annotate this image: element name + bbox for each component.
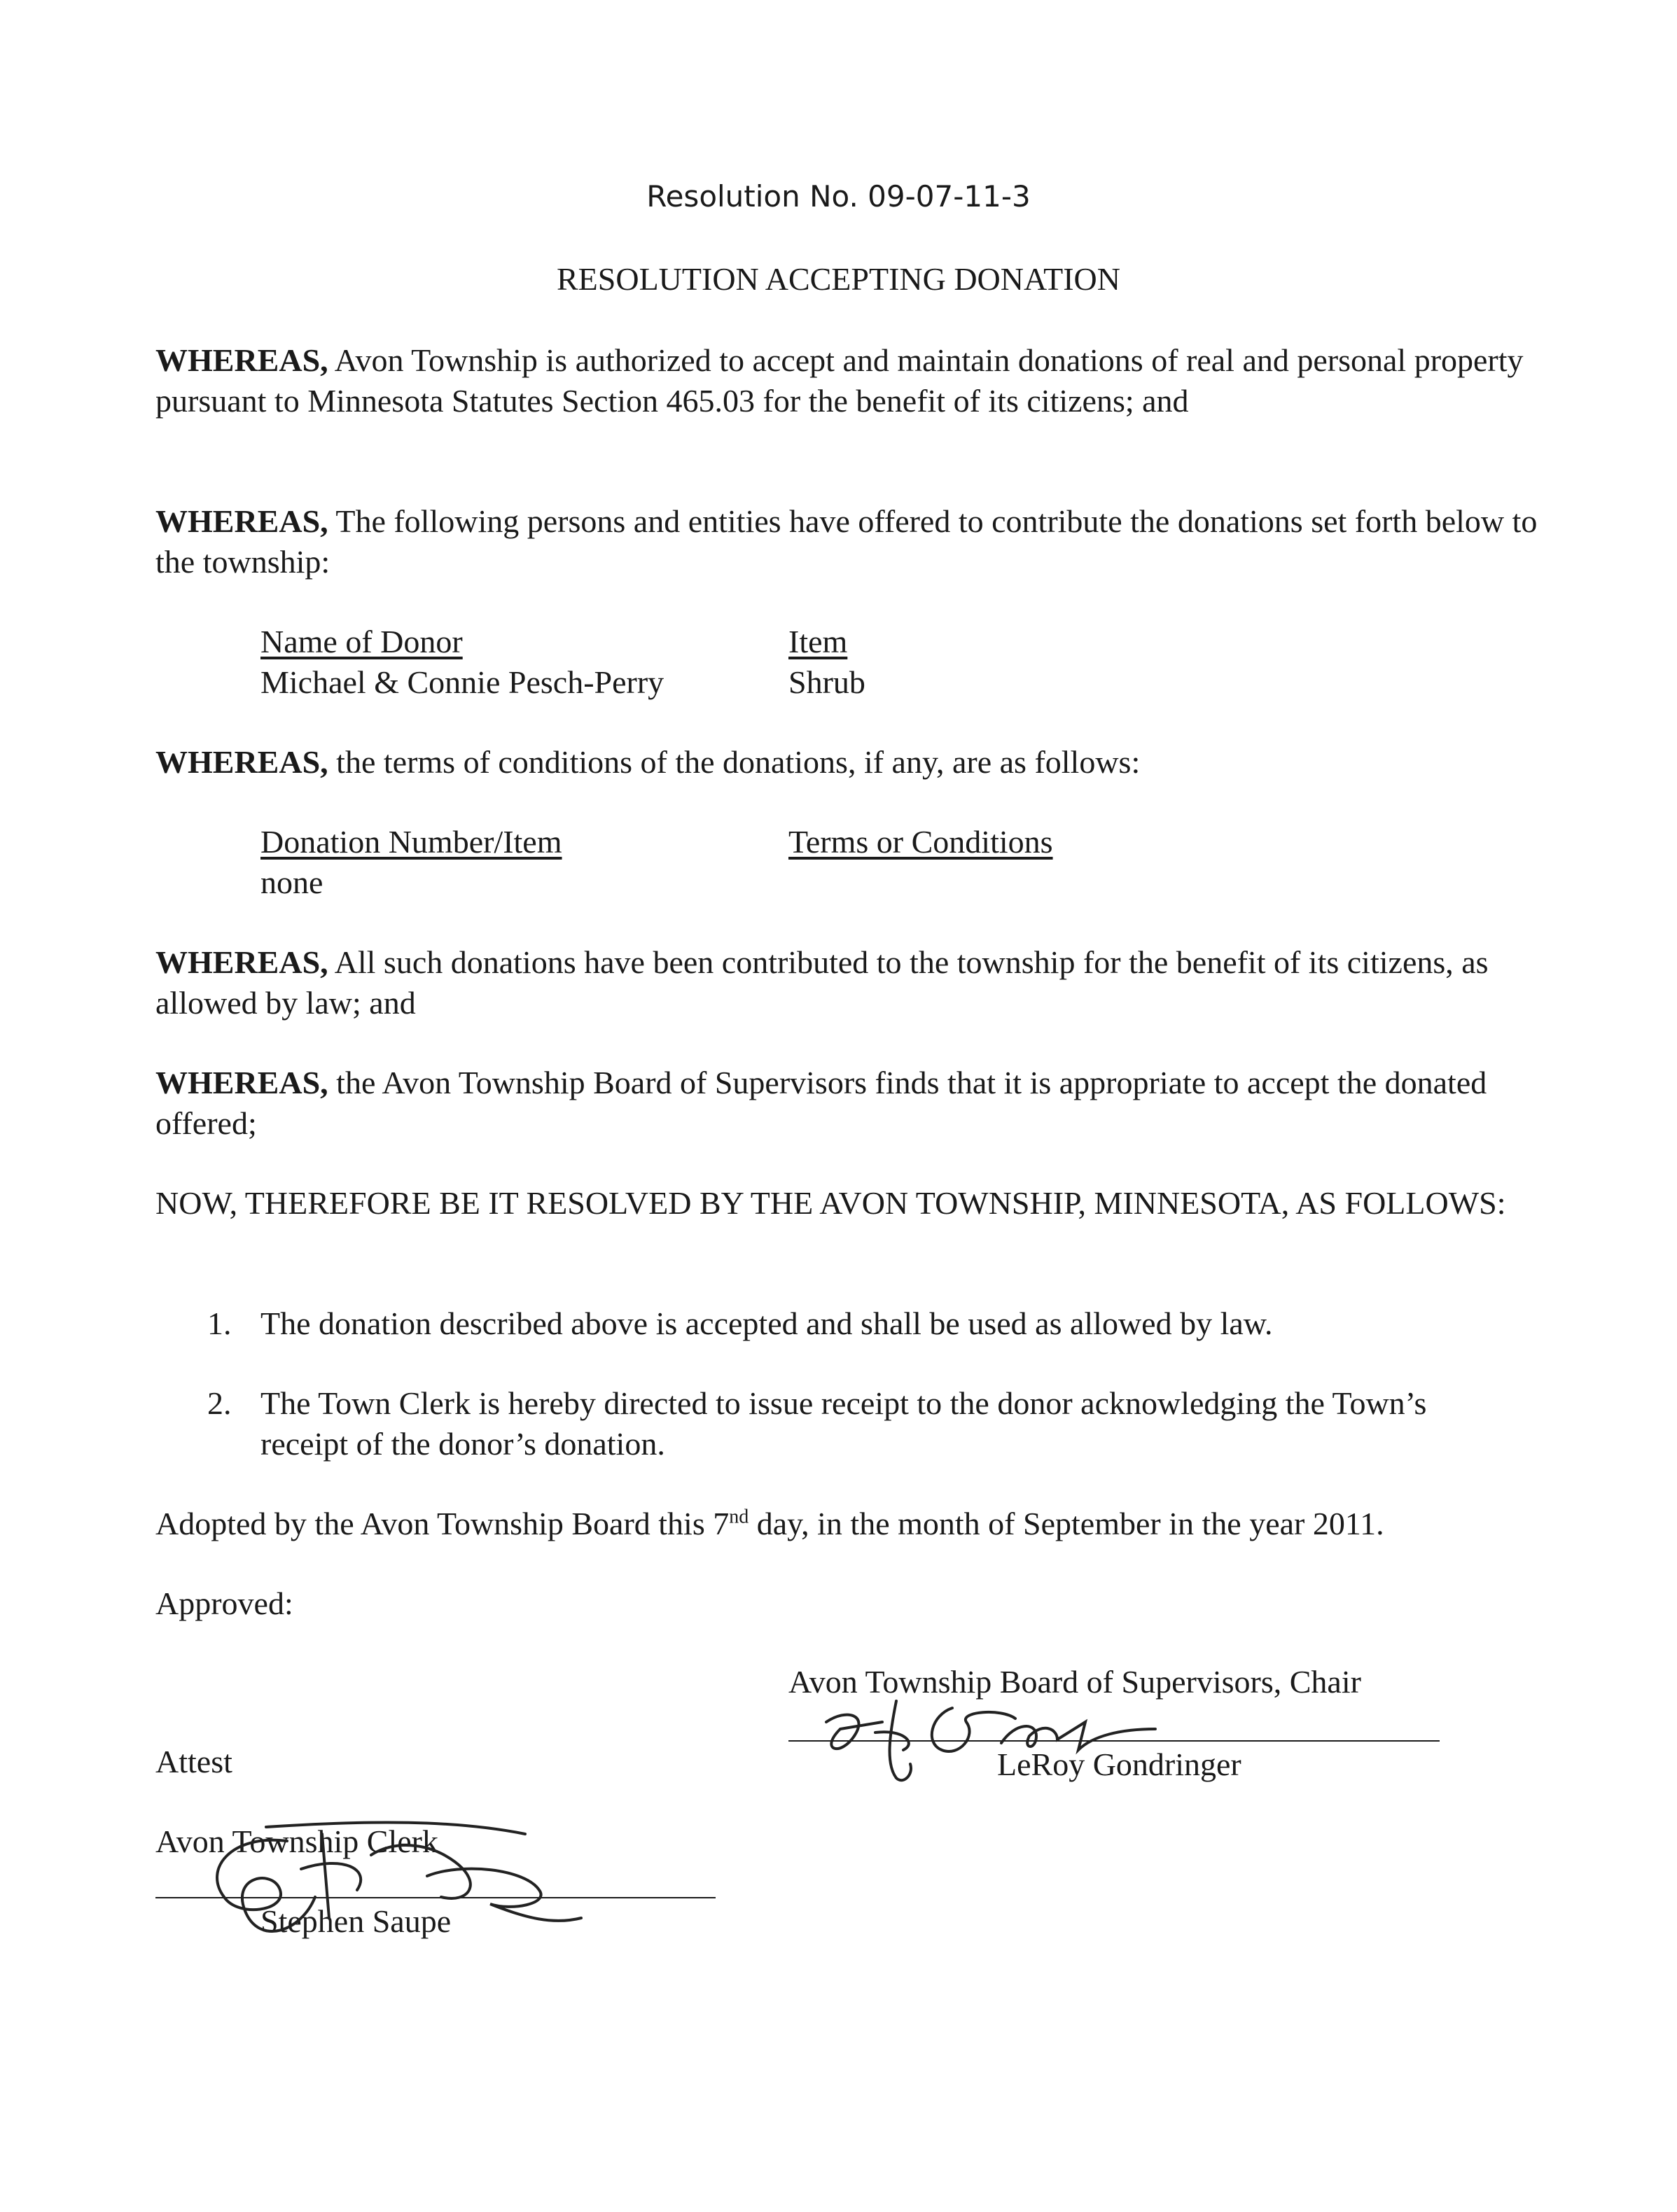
- whereas-paragraph-1: [155, 340, 1542, 421]
- whereas-paragraph-2: [155, 501, 1542, 582]
- whereas-label: WHEREAS,: [155, 1065, 328, 1100]
- whereas-label: WHEREAS,: [155, 503, 328, 539]
- donor-item-cell: Shrub: [788, 664, 865, 700]
- whereas-text-2: The following persons and entities have offered to contribute the donations set forth below to the township:: [155, 503, 1538, 580]
- donor-item-header: Item: [788, 624, 848, 659]
- whereas-text-3: the terms of conditions of the donations, if any, are as follows:: [336, 744, 1141, 780]
- list-item-text: The Town Clerk is hereby directed to issue receipt to the donor acknowledging the Town’s receipt of the donor’s donation.: [260, 1385, 1427, 1462]
- adopted-statement: [155, 1504, 1384, 1544]
- whereas-paragraph-4: [155, 942, 1542, 1023]
- whereas-label: WHEREAS,: [155, 342, 328, 378]
- list-item-text: The donation described above is accepted and shall be used as allowed by law.: [260, 1306, 1273, 1341]
- adopted-ordinal: nd: [729, 1506, 749, 1528]
- chair-signature-icon: [791, 1680, 1211, 1785]
- whereas-paragraph-5: [155, 1063, 1542, 1144]
- resolved-clause: NOW, THEREFORE BE IT RESOLVED BY THE AVON TOWNSHIP, MINNESOTA, AS FOLLOWS:: [155, 1185, 1506, 1221]
- conditions-item-header: Donation Number/Item: [260, 824, 562, 860]
- chair-title: Avon Township Board of Supervisors, Chair: [788, 1664, 1361, 1700]
- clerk-signature-icon: [161, 1813, 616, 1953]
- attest-label: Attest: [155, 1744, 232, 1779]
- clerk-title: Avon Township Clerk: [155, 1823, 438, 1859]
- whereas-label: WHEREAS,: [155, 944, 328, 980]
- conditions-terms-header: Terms or Conditions: [788, 824, 1053, 860]
- list-item-number: 1.: [207, 1306, 232, 1341]
- document-title: RESOLUTION ACCEPTING DONATION: [557, 261, 1120, 297]
- whereas-paragraph-3: [155, 742, 1542, 783]
- whereas-text-5: the Avon Township Board of Supervisors finds that it is appropriate to accept the donated offered;: [155, 1065, 1487, 1141]
- conditions-item-cell: none: [260, 864, 323, 900]
- whereas-text-1: Avon Township is authorized to accept and maintain donations of real and personal property pursuant to Minnesota Statutes Section 465.03 for the benefit of its citizens; and: [155, 342, 1524, 419]
- list-item-number: 2.: [207, 1385, 232, 1421]
- whereas-text-4: All such donations have been contributed to the township for the benefit of its citizens, as allowed by law; and: [155, 944, 1489, 1021]
- clerk-name: Stephen Saupe: [260, 1903, 452, 1939]
- chair-name: LeRoy Gondringer: [997, 1746, 1241, 1782]
- resolution-number: Resolution No. 09-07-11-3: [646, 179, 1031, 214]
- adopted-prefix: Adopted by the Avon Township Board this 7: [155, 1506, 730, 1541]
- donor-name-header: Name of Donor: [260, 624, 463, 659]
- whereas-label: WHEREAS,: [155, 744, 328, 780]
- approved-label: Approved:: [155, 1586, 293, 1621]
- donor-name-cell: Michael & Connie Pesch-Perry: [260, 664, 664, 700]
- adopted-suffix: day, in the month of September in the year 2011.: [749, 1506, 1384, 1541]
